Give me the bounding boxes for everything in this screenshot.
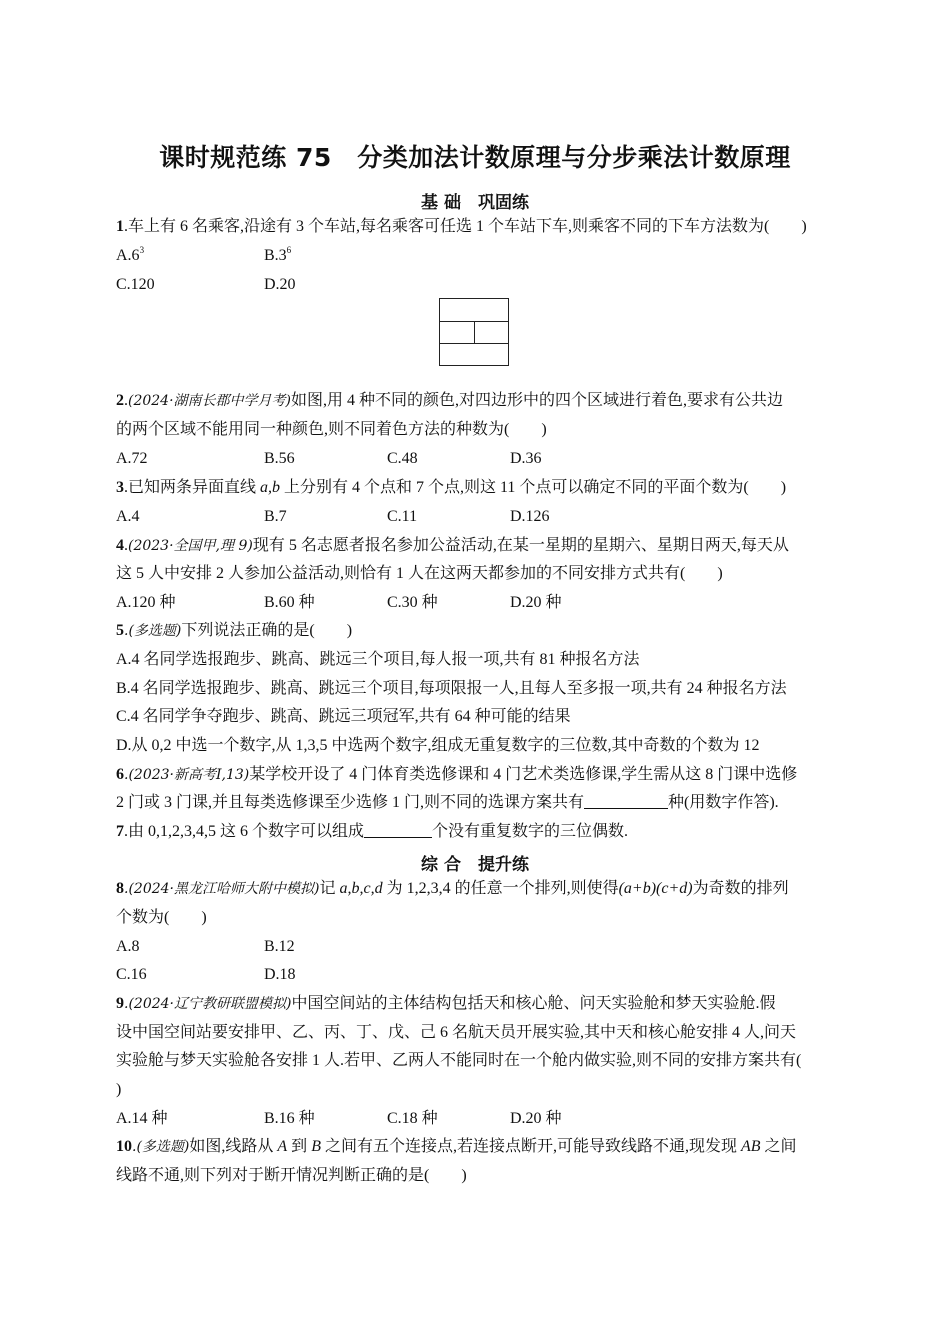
option-c: C.18 种 bbox=[387, 1110, 438, 1127]
option-a: A.8 bbox=[116, 938, 140, 955]
math-variable: B bbox=[311, 1138, 321, 1155]
option-c: C.48 bbox=[387, 450, 418, 467]
option-c: C.11 bbox=[387, 508, 418, 525]
question-9-line-4: ) bbox=[116, 1081, 122, 1098]
question-4-line-2: 这 5 人中安排 2 人参加公益活动,则恰有 1 人在这两天都参加的不同安排方式共有( ) bbox=[116, 565, 723, 582]
option-d: D.20 种 bbox=[510, 594, 562, 611]
question-text: 之间有五个连接点,若连接点断开,可能导致线路不通,现发现 bbox=[320, 1138, 741, 1155]
quadrilateral-region-figure bbox=[439, 298, 509, 366]
option-text: B.3 bbox=[264, 247, 287, 264]
question-4: 4.(2023·全国甲,理 9)现有 5 名志愿者报名参加公益活动,在某一星期的星期六、星期日两天,每天从 bbox=[116, 537, 789, 554]
question-number: 4 bbox=[116, 537, 124, 554]
question-number: 5 bbox=[116, 622, 124, 639]
question-text: 2 门或 3 门课,并且每类选修课至少选修 1 门,则不同的选课方案共有 bbox=[116, 794, 585, 811]
option-b: B.7 bbox=[264, 508, 287, 525]
option-a: A.4 名同学选报跑步、跳高、跳远三个项目,每人报一项,共有 81 种报名方法 bbox=[116, 651, 640, 668]
option-b: B.16 种 bbox=[264, 1110, 315, 1127]
option-d: D.20 bbox=[264, 276, 296, 293]
question-8 bbox=[116, 878, 789, 900]
answer-blank[interactable] bbox=[584, 792, 668, 809]
question-source: .(2023·新高考Ⅰ,13) bbox=[124, 767, 250, 783]
question-number: 6 bbox=[116, 766, 124, 783]
section-heading-advanced: 综 合 提升练 bbox=[421, 855, 529, 875]
answer-blank[interactable] bbox=[364, 821, 432, 838]
question-9-line-3: 实验舱与梦天实验舱各安排 1 人.若甲、乙两人不能同时在一个舱内做实验,则不同的安排方案共有( bbox=[116, 1052, 802, 1069]
exponent: 6 bbox=[286, 245, 292, 255]
option-d: D.126 bbox=[510, 508, 550, 525]
question-text: 之间 bbox=[760, 1138, 797, 1155]
option-a: A.4 bbox=[116, 508, 140, 525]
divider-line bbox=[474, 321, 475, 343]
question-9-line-2: 设中国空间站要安排甲、乙、丙、丁、戊、己 6 名航天员开展实验,其中天和核心舱安排 4 人,问天 bbox=[116, 1024, 797, 1041]
option-b: B.60 种 bbox=[264, 594, 315, 611]
question-source: (2024·湖南长郡中学月考) bbox=[128, 393, 292, 409]
option-a: A.14 种 bbox=[116, 1110, 168, 1127]
question-number: 1 bbox=[116, 218, 124, 235]
question-10-line-2: 线路不通,则下列对于断开情况判断正确的是( ) bbox=[116, 1167, 467, 1184]
question-number: 9 bbox=[116, 995, 124, 1012]
question-text: 到 bbox=[287, 1138, 312, 1155]
question-text: 个没有重复数字的三位偶数. bbox=[432, 823, 629, 840]
divider-line bbox=[440, 343, 508, 344]
option-a: A.120 种 bbox=[116, 594, 176, 611]
question-1 bbox=[116, 216, 807, 238]
question-text: 某学校开设了 4 门体育类选修课和 4 门艺术类选修课,学生需从这 8 门课中选修 bbox=[249, 766, 798, 783]
question-text: 为奇数的排列 bbox=[692, 880, 789, 897]
question-text: .已知两条异面直线 bbox=[124, 479, 261, 496]
option-c: C.30 种 bbox=[387, 594, 438, 611]
option-d: D.18 bbox=[264, 966, 296, 983]
option-b: B.56 bbox=[264, 450, 295, 467]
section-heading-basic: 基 础 巩固练 bbox=[421, 193, 529, 213]
option-c: C.120 bbox=[116, 276, 155, 293]
question-text: 为 1,2,3,4 的任意一个排列,则使得 bbox=[382, 880, 619, 897]
question-text: 种(用数字作答). bbox=[668, 794, 779, 811]
math-variable: a,b bbox=[260, 479, 281, 496]
question-text: 下列说法正确的是( ) bbox=[181, 622, 353, 639]
question-7 bbox=[116, 821, 628, 843]
question-source: .(2024·辽宁教研联盟模拟) bbox=[124, 996, 292, 1012]
option-b: B.4 名同学选报跑步、跳高、跳远三个项目,每项限报一人,且每人至多报一项,共有 24 种报名方法 bbox=[116, 680, 787, 697]
question-5 bbox=[116, 620, 352, 642]
question-source: .(2024·黑龙江哈师大附中模拟) bbox=[124, 881, 320, 897]
math-variable: AB bbox=[740, 1138, 761, 1155]
page-title: 课时规范练 75 分类加法计数原理与分步乘法计数原理 bbox=[159, 143, 791, 172]
question-6 bbox=[116, 764, 797, 786]
question-number: 10 bbox=[116, 1138, 132, 1155]
question-number: 7 bbox=[116, 823, 124, 840]
question-source: (2023·全国甲,理 9) bbox=[128, 538, 253, 554]
option-a: A.72 bbox=[116, 450, 148, 467]
math-expression: (a+b)(c+d) bbox=[618, 880, 693, 897]
question-text: 如图,用 4 种不同的颜色,对四边形中的四个区域进行着色,要求有公共边 bbox=[291, 392, 784, 409]
option-d: D.20 种 bbox=[510, 1110, 562, 1127]
question-text: 记 bbox=[319, 880, 340, 897]
math-variable: A bbox=[277, 1138, 288, 1155]
question-source: .(多选题) bbox=[132, 1139, 190, 1155]
question-text: .由 0,1,2,3,4,5 这 6 个数字可以组成 bbox=[124, 823, 365, 840]
question-text: 如图,线路从 bbox=[189, 1138, 278, 1155]
option-b: B.12 bbox=[264, 938, 295, 955]
option-text: A.6 bbox=[116, 247, 140, 264]
question-text: 上分别有 4 个点和 7 个点,则这 11 个点可以确定不同的平面个数为( ) bbox=[280, 479, 787, 496]
option-c: C.16 bbox=[116, 966, 147, 983]
question-text: 中国空间站的主体结构包括天和核心舱、问天实验舱和梦天实验舱.假 bbox=[291, 995, 776, 1012]
question-number: 8 bbox=[116, 880, 124, 897]
option-d: D.从 0,2 中选一个数字,从 1,3,5 中选两个数字,组成无重复数字的三位数,其中奇数的个数为 12 bbox=[116, 737, 760, 754]
option-d: D.36 bbox=[510, 450, 542, 467]
math-variable: a,b,c,d bbox=[339, 880, 383, 897]
question-3 bbox=[116, 477, 786, 499]
question-number: 2 bbox=[116, 392, 124, 409]
option-c: C.4 名同学争夺跑步、跳高、跳远三项冠军,共有 64 种可能的结果 bbox=[116, 708, 571, 725]
question-source: .(多选题) bbox=[124, 623, 182, 639]
question-number: 3 bbox=[116, 479, 124, 496]
question-8-line-2: 个数为( ) bbox=[116, 909, 207, 926]
option-a bbox=[116, 245, 144, 267]
question-6-line-2 bbox=[116, 792, 779, 814]
exponent: 3 bbox=[139, 245, 145, 255]
question-2-line-2: 的两个区域不能用同一种颜色,则不同着色方法的种数为( ) bbox=[116, 421, 547, 438]
option-b bbox=[264, 245, 291, 267]
question-text: .车上有 6 名乘客,沿途有 3 个车站,每名乘客可任选 1 个车站下车,则乘客不同的下车方法数为( ) bbox=[124, 218, 807, 235]
question-text: 现有 5 名志愿者报名参加公益活动,在某一星期的星期六、星期日两天,每天从 bbox=[252, 537, 789, 554]
question-10 bbox=[116, 1136, 797, 1158]
question-2: 2.(2024·湖南长郡中学月考)如图,用 4 种不同的颜色,对四边形中的四个区域进行着色,要求有公共边 bbox=[116, 392, 784, 409]
question-9 bbox=[116, 993, 775, 1015]
